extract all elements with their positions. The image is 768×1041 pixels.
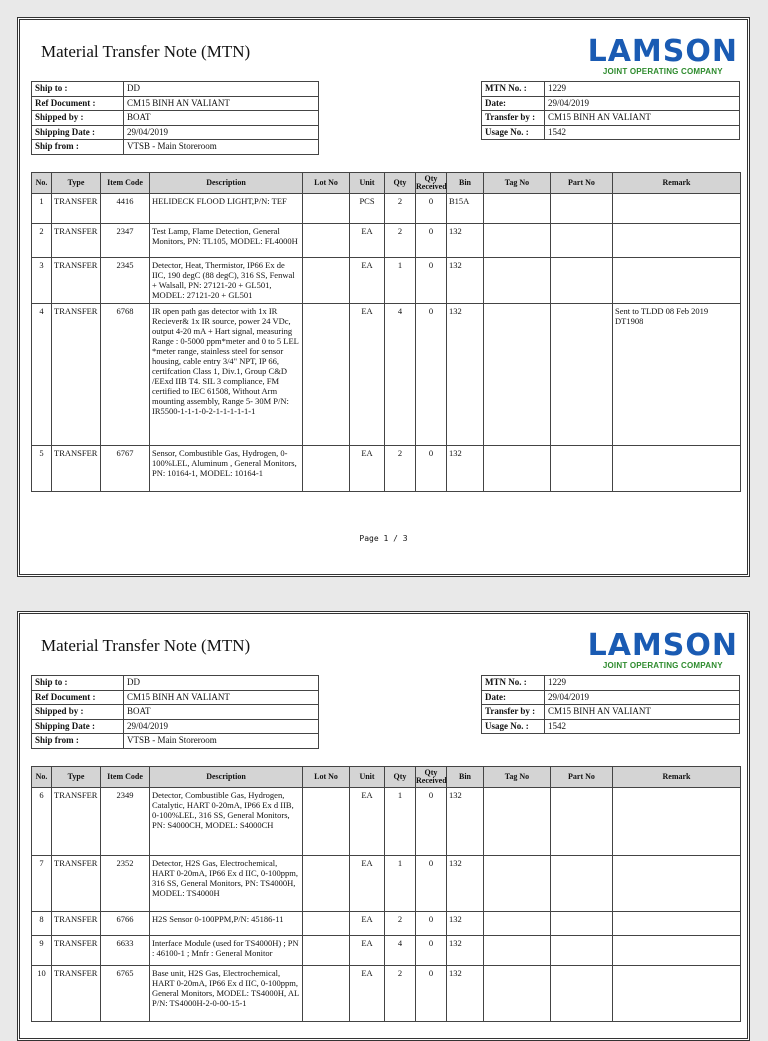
cell-bin: 132 [447,856,484,912]
logo-subtitle: JOINT OPERATING COMPANY [602,661,723,670]
info-value: 29/04/2019 [124,719,319,734]
cell-qty-received: 0 [416,304,447,446]
cell-lot-no [303,856,350,912]
info-value: VTSB - Main Storeroom [124,734,319,749]
cell-type: TRANSFER [52,856,101,912]
table-row [32,258,741,304]
cell-bin: 132 [447,912,484,936]
cell-remark [613,194,741,224]
cell-bin: 132 [447,788,484,856]
info-row [32,734,319,749]
cell-bin: 132 [447,224,484,258]
company-logo [587,34,738,76]
page-title: Material Transfer Note (MTN) [41,42,251,61]
logo-subtitle: JOINT OPERATING COMPANY [602,67,723,76]
items-header-row [32,173,741,194]
column-header: Item Code [101,767,150,788]
cell-part-no [551,194,613,224]
info-row [482,125,740,140]
info-value: 1542 [545,125,740,140]
cell-qty: 2 [385,966,416,1022]
cell-qty: 1 [385,258,416,304]
cell-description: HELIDECK FLOOD LIGHT,P/N: TEF [150,194,303,224]
cell-remark: Sent to TLDD 08 Feb 2019 DT1908 [613,304,741,446]
cell-no: 5 [32,446,52,492]
info-value: VTSB - Main Storeroom [124,140,319,155]
cell-no: 7 [32,856,52,912]
info-value: DD [124,676,319,691]
cell-no: 9 [32,936,52,966]
info-value: 29/04/2019 [545,690,740,705]
cell-unit: EA [350,258,385,304]
cell-tag-no [484,788,551,856]
cell-qty: 2 [385,224,416,258]
column-header: Description [150,173,303,194]
cell-qty-received: 0 [416,446,447,492]
mtn-info-table [481,81,740,140]
cell-remark [613,912,741,936]
table-row [32,194,741,224]
cell-item-code: 2349 [101,788,150,856]
cell-unit: EA [350,224,385,258]
cell-remark [613,788,741,856]
cell-lot-no [303,446,350,492]
cell-remark [613,856,741,912]
cell-lot-no [303,936,350,966]
cell-no: 2 [32,224,52,258]
cell-tag-no [484,258,551,304]
cell-part-no [551,856,613,912]
info-row [32,719,319,734]
cell-part-no [551,788,613,856]
info-value: 1542 [545,719,740,734]
cell-unit: EA [350,856,385,912]
info-label: Ref Document : [32,96,124,111]
cell-no: 4 [32,304,52,446]
cell-description: Detector, H2S Gas, Electrochemical, HART 0-20mA, IP66 Ex d IIC, 0-100ppm, 316 SS, General Monitors, PN: TS4000H, MODEL: TS4000H [150,856,303,912]
cell-part-no [551,258,613,304]
page-number: Page 1 / 3 [359,534,408,543]
cell-qty-received: 0 [416,788,447,856]
cell-remark [613,446,741,492]
cell-remark [613,258,741,304]
info-value: 1229 [545,82,740,97]
info-row [32,140,319,155]
info-row [482,82,740,97]
info-value: 29/04/2019 [545,96,740,111]
cell-qty-received: 0 [416,856,447,912]
cell-bin: 132 [447,446,484,492]
column-header: Part No [551,173,613,194]
column-header: Lot No [303,767,350,788]
info-row [482,690,740,705]
cell-description: Detector, Combustible Gas, Hydrogen, Catalytic, HART 0-20mA, IP66 Ex d IIB, 0-100%LEL, 316 SS, General Monitors, PN: S4000CH, MODEL: S4000CH [150,788,303,856]
cell-type: TRANSFER [52,936,101,966]
cell-type: TRANSFER [52,966,101,1022]
mtn-info-table [481,675,740,734]
info-label: Date: [482,96,545,111]
cell-unit: EA [350,966,385,1022]
cell-qty: 1 [385,788,416,856]
cell-no: 10 [32,966,52,1022]
cell-part-no [551,224,613,258]
column-header: Qty [385,767,416,788]
table-row [32,788,741,856]
column-header: Type [52,173,101,194]
logo-brand: LAMSON [587,628,738,663]
cell-item-code: 2347 [101,224,150,258]
info-label: Usage No. : [482,719,545,734]
cell-unit: EA [350,446,385,492]
items-table [31,172,741,492]
cell-tag-no [484,966,551,1022]
cell-unit: EA [350,936,385,966]
cell-type: TRANSFER [52,446,101,492]
cell-bin: 132 [447,258,484,304]
shipping-info-table [31,81,319,155]
cell-item-code: 6767 [101,446,150,492]
column-header: Type [52,767,101,788]
cell-unit: EA [350,304,385,446]
items-header-row [32,767,741,788]
info-value: CM15 BINH AN VALIANT [545,111,740,126]
cell-lot-no [303,966,350,1022]
info-value: BOAT [124,111,319,126]
page-title: Material Transfer Note (MTN) [41,636,251,655]
cell-qty-received: 0 [416,194,447,224]
cell-item-code: 6633 [101,936,150,966]
info-value: DD [124,82,319,97]
info-value: CM15 BINH AN VALIANT [124,690,319,705]
info-label: Shipping Date : [32,125,124,140]
cell-lot-no [303,788,350,856]
cell-description: Sensor, Combustible Gas, Hydrogen, 0-100%LEL, Aluminum , General Monitors, PN: 10164-1, MODEL: 10164-1 [150,446,303,492]
cell-lot-no [303,258,350,304]
column-header: Tag No [484,173,551,194]
info-label: Date: [482,690,545,705]
cell-description: IR open path gas detector with 1x IR Reciever& 1x IR source, power 24 VDc, output 4-20 mA + Hart signal, measuring Range : 0-5000 ppm*meter and 0 to 5 LEL *meter range, stainless steel for sensor housing, cable entry 3/4" NPT, IP 66, certifcation Class 1, Div.1, Group C&D /EExd IIB T4. SIL 3 compliance, FM certified to IEC 61508, Without Arm mounting assembly, Range 5- 30M P/N: IR5500-1-1-1-0-2-1-1-1-1-1-1 [150,304,303,446]
column-header: No. [32,173,52,194]
cell-bin: 132 [447,966,484,1022]
table-row [32,224,741,258]
info-row [482,111,740,126]
info-label: Ref Document : [32,690,124,705]
mtn-page-1 [17,17,750,577]
mtn-page-2 [17,611,750,1041]
column-header: No. [32,767,52,788]
info-row [32,96,319,111]
column-header: Tag No [484,767,551,788]
cell-item-code: 4416 [101,194,150,224]
cell-tag-no [484,912,551,936]
info-value: 29/04/2019 [124,125,319,140]
info-label: MTN No. : [482,82,545,97]
cell-qty: 2 [385,912,416,936]
table-row [32,856,741,912]
cell-description: Base unit, H2S Gas, Electrochemical, HART 0-20mA, IP66 Ex d IIC, 0-100ppm, General Monitors, MODEL: TS4000H, AL P/N: TS4000H-2-0-00-15-1 [150,966,303,1022]
cell-bin: 132 [447,304,484,446]
cell-item-code: 2352 [101,856,150,912]
info-row [482,705,740,720]
cell-type: TRANSFER [52,788,101,856]
column-header: Remark [613,173,741,194]
cell-no: 8 [32,912,52,936]
cell-tag-no [484,446,551,492]
info-label: Ship from : [32,734,124,749]
column-header: Qty Received [416,767,447,788]
cell-unit: EA [350,912,385,936]
info-label: Ship to : [32,676,124,691]
cell-qty-received: 0 [416,966,447,1022]
cell-unit: PCS [350,194,385,224]
cell-qty-received: 0 [416,936,447,966]
cell-qty-received: 0 [416,912,447,936]
info-label: Ship from : [32,140,124,155]
cell-part-no [551,304,613,446]
cell-tag-no [484,936,551,966]
column-header: Unit [350,173,385,194]
cell-lot-no [303,194,350,224]
info-row [32,111,319,126]
items-table [31,766,741,1022]
column-header: Remark [613,767,741,788]
info-row [482,676,740,691]
cell-bin: 132 [447,936,484,966]
table-row [32,446,741,492]
cell-remark [613,966,741,1022]
cell-description: H2S Sensor 0-100PPM,P/N: 45186-11 [150,912,303,936]
info-row [32,82,319,97]
cell-no: 6 [32,788,52,856]
cell-tag-no [484,304,551,446]
column-header: Bin [447,173,484,194]
table-row [32,936,741,966]
cell-part-no [551,966,613,1022]
cell-description: Detector, Heat, Thermistor, IP66 Ex de IIC, 190 degC (88 degC), 316 SS, Fenwal + Walsall, PN: 27121-20 + GL501, MODEL: 27121-20 + GL501 [150,258,303,304]
info-value: CM15 BINH AN VALIANT [545,705,740,720]
info-row [482,96,740,111]
info-label: Shipping Date : [32,719,124,734]
cell-lot-no [303,912,350,936]
column-header: Part No [551,767,613,788]
cell-item-code: 6768 [101,304,150,446]
cell-qty: 2 [385,194,416,224]
cell-qty: 2 [385,446,416,492]
cell-no: 3 [32,258,52,304]
cell-item-code: 6765 [101,966,150,1022]
shipping-info-table [31,675,319,749]
info-label: Shipped by : [32,111,124,126]
cell-qty: 4 [385,936,416,966]
cell-remark [613,224,741,258]
info-value: 1229 [545,676,740,691]
column-header: Qty Received [416,173,447,194]
column-header: Item Code [101,173,150,194]
cell-tag-no [484,856,551,912]
column-header: Bin [447,767,484,788]
cell-type: TRANSFER [52,224,101,258]
logo-brand: LAMSON [587,34,738,69]
cell-no: 1 [32,194,52,224]
cell-description: Test Lamp, Flame Detection, General Monitors, PN: TL105, MODEL: FL4000H [150,224,303,258]
cell-tag-no [484,194,551,224]
cell-description: Interface Module (used for TS4000H) ; PN : 46100-1 ; Mnfr : General Monitor [150,936,303,966]
cell-remark [613,936,741,966]
info-row [32,690,319,705]
info-label: Shipped by : [32,705,124,720]
info-row [32,676,319,691]
column-header: Qty [385,173,416,194]
info-row [32,705,319,720]
info-label: Usage No. : [482,125,545,140]
cell-lot-no [303,304,350,446]
column-header: Description [150,767,303,788]
table-row [32,966,741,1022]
cell-part-no [551,912,613,936]
info-label: Transfer by : [482,705,545,720]
cell-qty-received: 0 [416,224,447,258]
info-value: BOAT [124,705,319,720]
cell-type: TRANSFER [52,304,101,446]
cell-qty-received: 0 [416,258,447,304]
cell-qty: 1 [385,856,416,912]
cell-lot-no [303,224,350,258]
cell-part-no [551,936,613,966]
info-value: CM15 BINH AN VALIANT [124,96,319,111]
cell-item-code: 6766 [101,912,150,936]
cell-qty: 4 [385,304,416,446]
info-label: Transfer by : [482,111,545,126]
cell-type: TRANSFER [52,912,101,936]
info-row [482,719,740,734]
table-row [32,304,741,446]
info-label: MTN No. : [482,676,545,691]
cell-tag-no [484,224,551,258]
company-logo [587,628,738,670]
cell-part-no [551,446,613,492]
column-header: Lot No [303,173,350,194]
column-header: Unit [350,767,385,788]
cell-unit: EA [350,788,385,856]
cell-item-code: 2345 [101,258,150,304]
cell-type: TRANSFER [52,258,101,304]
cell-type: TRANSFER [52,194,101,224]
info-label: Ship to : [32,82,124,97]
table-row [32,912,741,936]
cell-bin: B15A [447,194,484,224]
info-row [32,125,319,140]
